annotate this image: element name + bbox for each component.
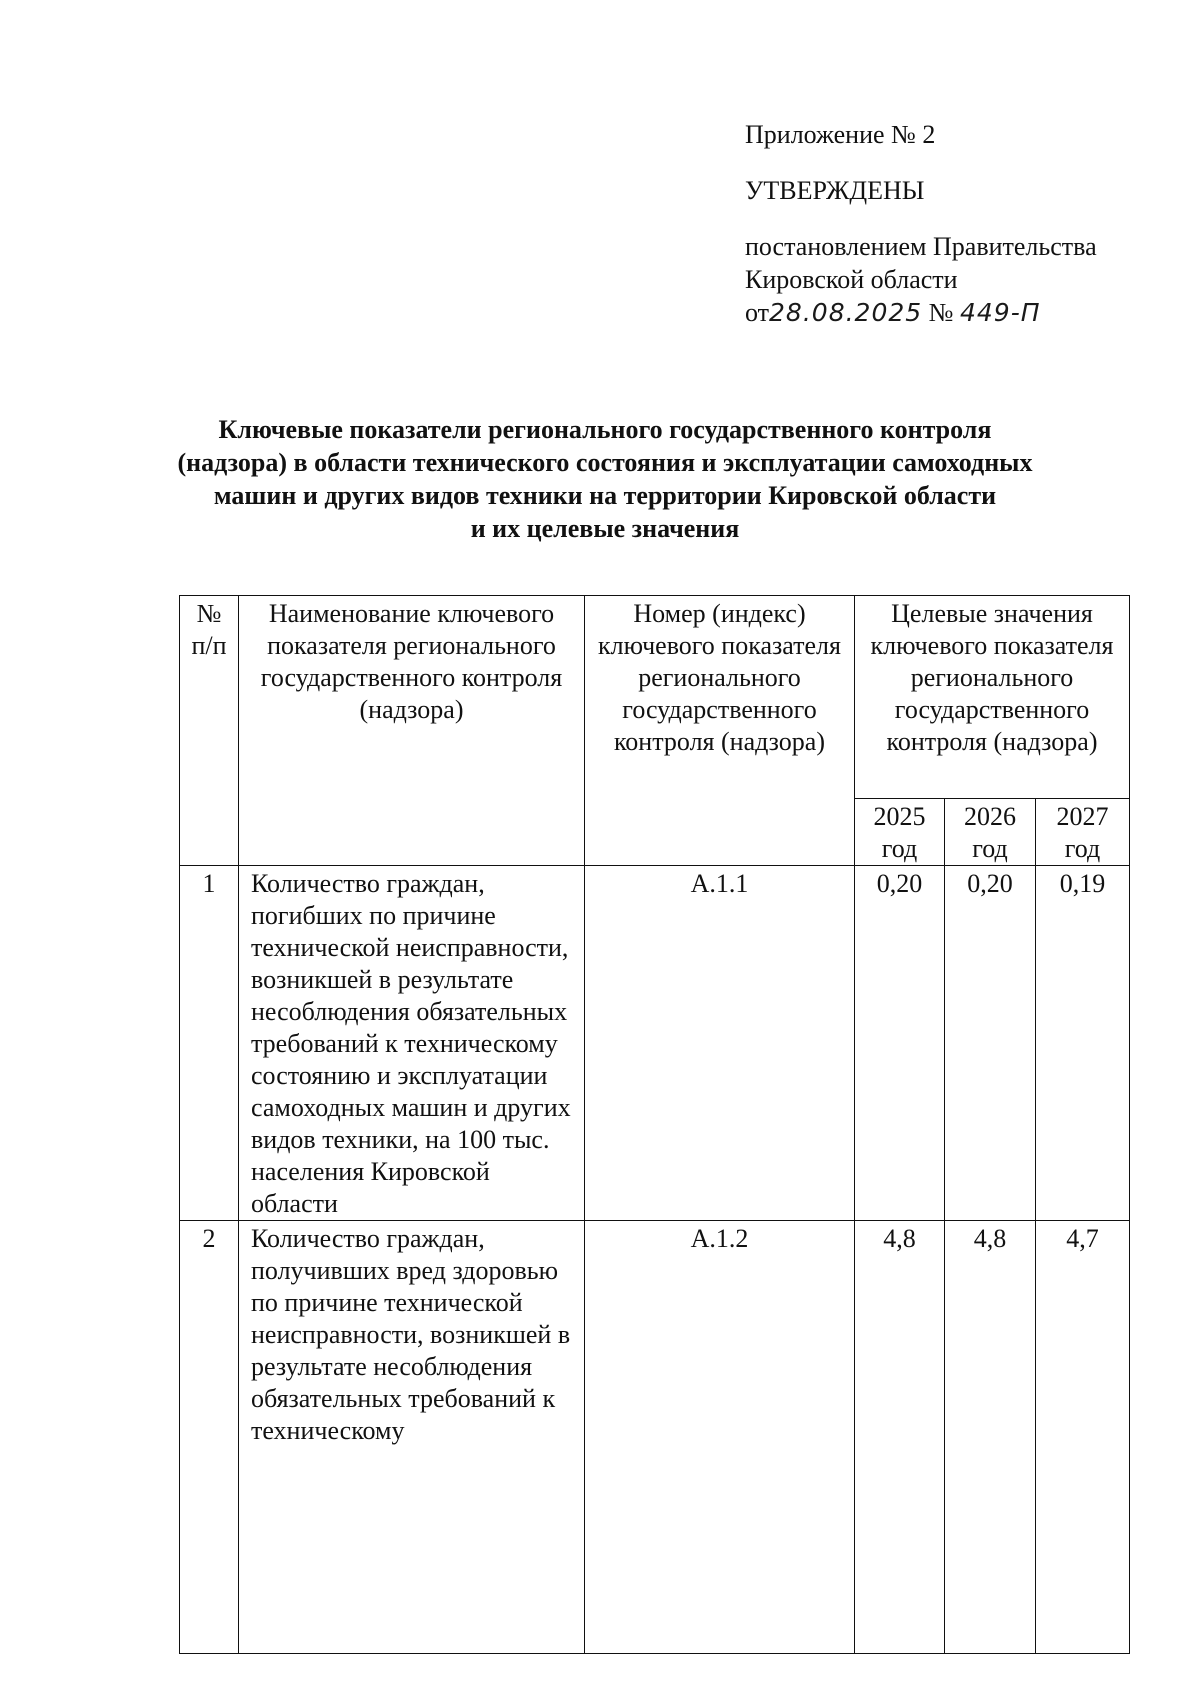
row-num: 2	[180, 1221, 239, 1654]
row-value-2025: 4,8	[855, 1221, 945, 1654]
row-name: Количество граждан, получивших вред здоровью по причине технической неисправности, возникшей в результате несоблюдения обязательных требований к техническому	[251, 1224, 571, 1445]
title-line-1: Ключевые показатели регионального государственного контроля	[218, 415, 992, 444]
row-value-2026: 0,20	[945, 866, 1036, 1221]
decree-date-number	[745, 296, 1165, 329]
header-index: Номер (индекс) ключевого показателя регионального государственного контроля (надзора)	[585, 596, 855, 866]
decree-line-2: Кировской области	[745, 265, 958, 294]
row-value-2026: 4,8	[945, 1221, 1036, 1654]
handwritten-number: 449-П	[959, 298, 1041, 327]
row-value-2027: 0,19	[1036, 866, 1130, 1221]
approval-block	[745, 118, 1165, 329]
row-index: А.1.2	[585, 1221, 855, 1654]
row-name-cell	[239, 1221, 585, 1654]
header-row	[180, 596, 1130, 799]
row-index: А.1.1	[585, 866, 855, 1221]
table-row	[180, 1221, 1130, 1654]
header-num: № п/п	[180, 596, 239, 866]
appendix-label: Приложение № 2	[745, 120, 936, 149]
row-name: Количество граждан, погибших по причине технической неисправности, возникшей в результате несоблюдения обязательных требований к техническому состоянию и эксплуатации самоходных машин и других видов техники, на 100 тыс. населения Кировской области	[239, 866, 585, 1221]
header-name: Наименование ключевого показателя регионального государственного контроля (надзора)	[239, 596, 585, 866]
approved-label: УТВЕРЖДЕНЫ	[745, 176, 925, 205]
header-year-2027: 2027 год	[1036, 799, 1130, 866]
title-line-3: машин и других видов техники на территории Кировской области	[213, 481, 997, 510]
title-line-4: и их целевые значения	[470, 514, 740, 543]
header-year-2025: 2025 год	[855, 799, 945, 866]
decree-line-1: постановлением Правительства	[745, 232, 1097, 261]
number-prefix: №	[928, 298, 954, 327]
row-value-2027: 4,7	[1036, 1221, 1130, 1654]
title-line-2: (надзора) в области технического состояния и эксплуатации самоходных	[177, 448, 1033, 477]
from-prefix: от	[745, 298, 770, 327]
kpi-table	[179, 595, 1130, 1654]
row-value-2025: 0,20	[855, 866, 945, 1221]
table-row	[180, 866, 1130, 1221]
document-title	[130, 413, 1080, 545]
row-num: 1	[180, 866, 239, 1221]
handwritten-date: 28.08.2025	[769, 298, 923, 327]
header-targets: Целевые значения ключевого показателя регионального государственного контроля (надзора)	[855, 596, 1130, 799]
header-year-2026: 2026 год	[945, 799, 1036, 866]
